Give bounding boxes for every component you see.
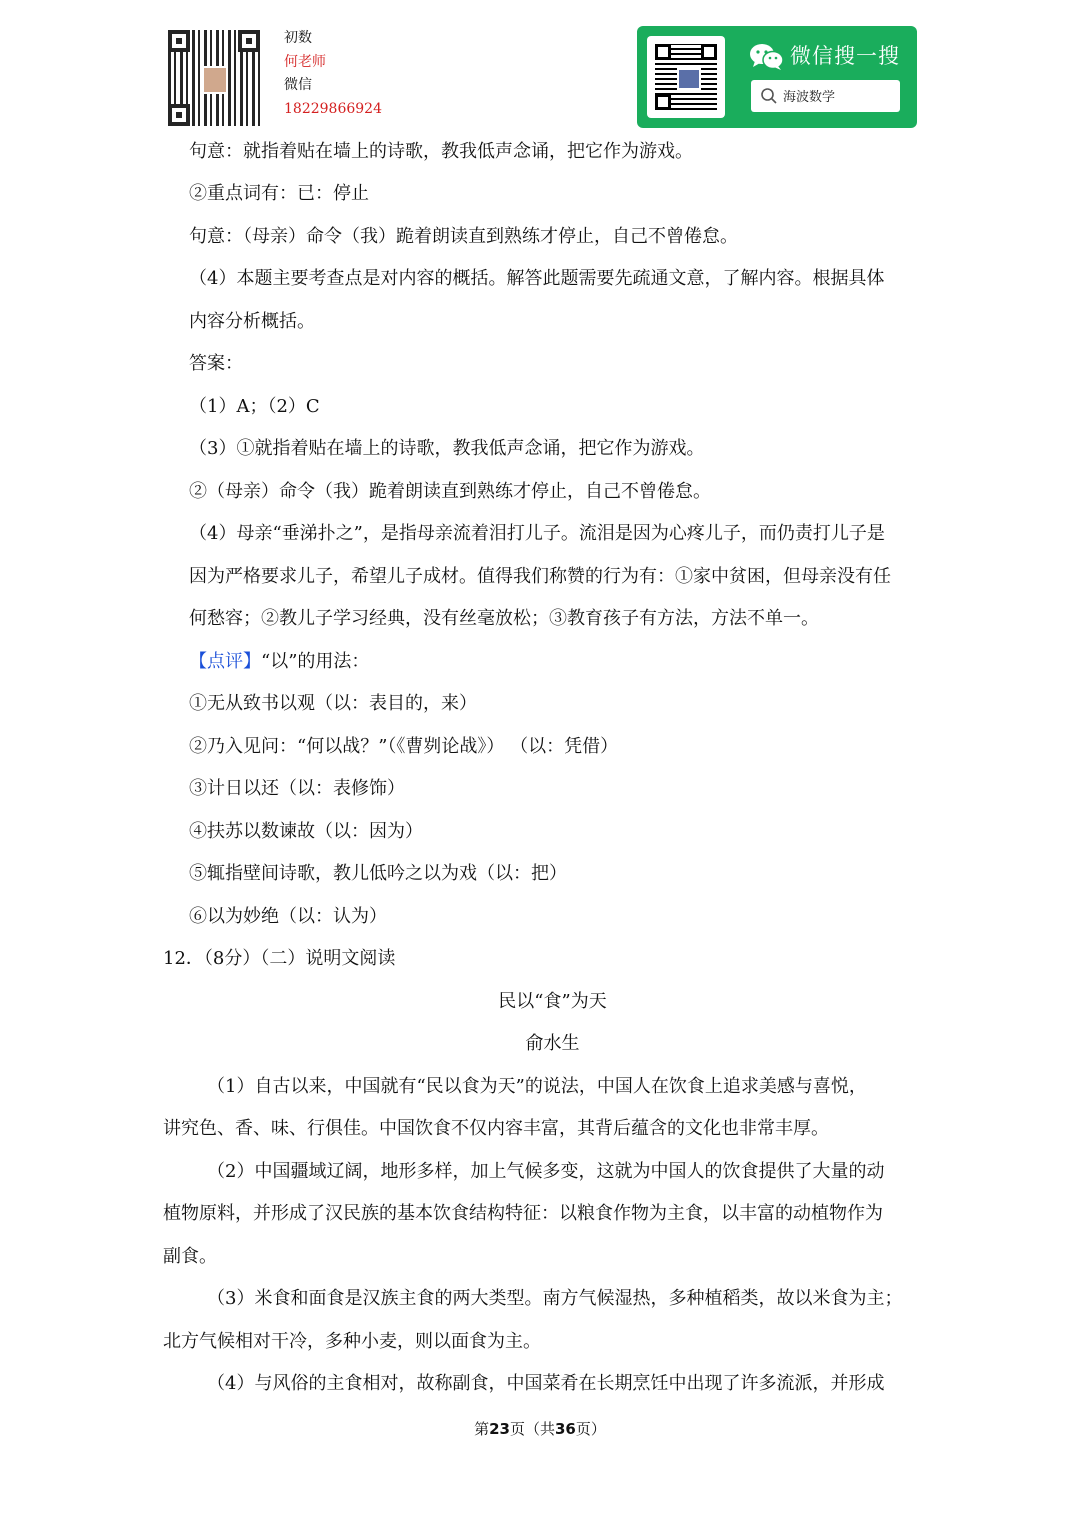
footer-mid: 页（共 (509, 1420, 555, 1438)
usage-line: ③计日以还（以：表修饰） (189, 778, 405, 799)
footer-prefix: 第 (474, 1420, 490, 1438)
wechat-search-title: 微信搜一搜 (790, 44, 900, 68)
comment-text: “以”的用法： (261, 651, 370, 672)
text-line: （4）本题主要考查点是对内容的概括。解答此题需要先疏通文意，了解内容。根据具体 (189, 268, 885, 289)
page-number: 23 (489, 1420, 510, 1438)
question-heading: 12．（8分）（二）说明文阅读 (163, 948, 396, 969)
article-line: （2）中国疆域辽阔，地形多样，加上气候多变，这就为中国人的饮食提供了大量的动 (207, 1161, 885, 1182)
article-line: （1）自古以来，中国就有“民以食为天”的说法，中国人在饮食上追求美感与喜悦， (207, 1076, 867, 1097)
usage-line: ⑥以为妙绝（以：认为） (189, 906, 387, 927)
contact-subject: 初数 (284, 30, 312, 46)
article-line: 副食。 (163, 1246, 217, 1267)
text-line: 句意：（母亲）命令（我）跪着朗读直到熟练才停止，自己不曾倦怠。 (189, 226, 738, 247)
article-line: （3）米食和面食是汉族主食的两大类型。南方气候湿热，多种植稻类，故以米食为主； (207, 1288, 903, 1309)
qr-code-icon (647, 36, 725, 118)
usage-line: ⑤辄指壁间诗歌，教儿低吟之以为戏（以：把） (189, 863, 567, 884)
search-input[interactable] (751, 80, 900, 112)
text-line: 何愁容；②教儿子学习经典，没有丝毫放松；③教育孩子有方法，方法不单一。 (189, 608, 819, 629)
article-line: 讲究色、香、味、行俱佳。中国饮食不仅内容丰富，其背后蕴含的文化也非常丰厚。 (163, 1118, 829, 1139)
page-footer (0, 1418, 1080, 1439)
text-line: ②（母亲）命令（我）跪着朗读直到熟练才停止，自己不曾倦怠。 (189, 481, 711, 502)
text-line: 答案： (189, 353, 243, 374)
article-title: 民以“食”为天 (498, 991, 607, 1012)
comment-tag: 【点评】 (189, 651, 261, 672)
text-line: ②重点词有：已：停止 (189, 183, 369, 204)
text-line: （3）①就指着贴在墙上的诗歌，教我低声念诵，把它作为游戏。 (189, 438, 705, 459)
text-line: （4）母亲“垂涕扑之”，是指母亲流着泪打儿子。流泪是因为心疼儿子，而仍责打儿子是 (189, 523, 885, 544)
contact-phone: 18229866924 (284, 100, 382, 117)
comment-line (189, 650, 369, 674)
qr-code-icon (168, 30, 260, 126)
text-line: 句意：就指着贴在墙上的诗歌，教我低声念诵，把它作为游戏。 (189, 141, 693, 162)
search-icon (760, 87, 778, 105)
wechat-search-card (637, 26, 917, 128)
text-line: 内容分析概括。 (189, 311, 315, 332)
avatar (202, 66, 228, 94)
contact-wechat-label: 微信 (284, 77, 312, 93)
usage-line: ②乃入见问：“何以战？”（《曹刿论战》） （以：凭借） (189, 736, 619, 757)
footer-suffix: 页） (575, 1420, 606, 1438)
text-line: （1）A；（2）C (189, 396, 320, 417)
article-line: 北方气候相对干冷，多种小麦，则以面食为主。 (163, 1331, 541, 1352)
page-total: 36 (555, 1420, 576, 1438)
usage-line: ④扶苏以数谏故（以：因为） (189, 821, 423, 842)
article-author: 俞水生 (525, 1033, 580, 1054)
contact-teacher: 何老师 (284, 53, 326, 70)
article-line: 植物原料，并形成了汉民族的基本饮食结构特征：以粮食作物为主食，以丰富的动植物作为 (163, 1203, 883, 1224)
contact-info (284, 27, 382, 121)
usage-line: ①无从致书以观（以：表目的，来） (189, 693, 477, 714)
text-line: 因为严格要求儿子，希望儿子成材。值得我们称赞的行为有：①家中贫困，但母亲没有任 (189, 566, 891, 587)
article-line: （4）与风俗的主食相对，故称副食，中国菜肴在长期烹饪中出现了许多流派，并形成 (207, 1373, 885, 1394)
search-text: 海波数学 (783, 90, 836, 105)
wechat-logo-icon (749, 42, 785, 72)
